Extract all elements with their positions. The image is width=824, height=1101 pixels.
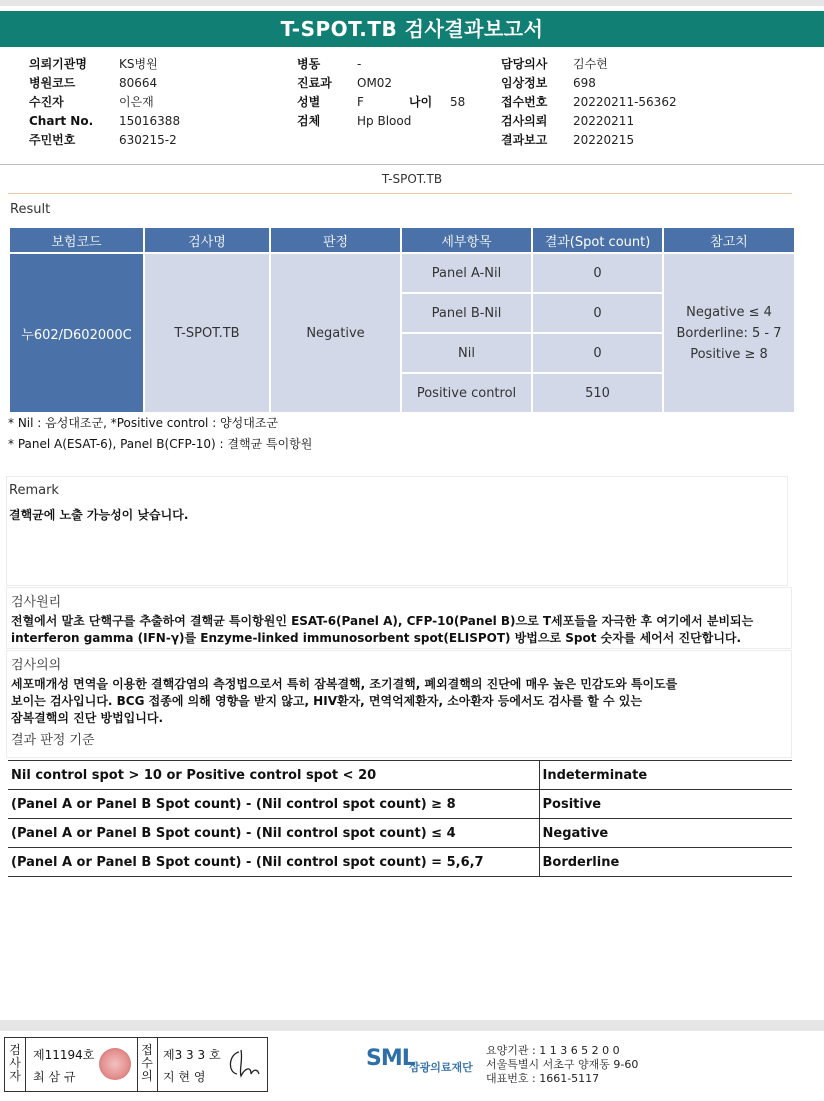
header-reference: 참고치 [664, 228, 794, 252]
top-strip [0, 0, 824, 6]
detail-item: Nil [402, 334, 531, 372]
specimen: Hp Blood [357, 114, 412, 128]
spot-count: 0 [533, 254, 662, 292]
clinical-info: 698 [573, 76, 596, 90]
footer-strip [0, 1020, 824, 1031]
header-detail-item: 세부항목 [402, 228, 531, 252]
criteria-result: Borderline [539, 848, 792, 877]
spot-count: 510 [533, 374, 662, 412]
insurance-code: 누602/D602000C [10, 254, 143, 412]
request-date: 20220211 [573, 114, 635, 128]
detail-item: Panel A-Nil [402, 254, 531, 292]
table-row [8, 761, 792, 790]
organization-name: 삼광의료재단 [409, 1061, 473, 1074]
result-header-row [10, 228, 794, 252]
criteria-label: 결과 판정 기준 [11, 733, 95, 748]
remark-text: 결핵균에 노출 가능성이 낮습니다. [9, 508, 189, 522]
header-divider [0, 164, 824, 165]
criteria-table [8, 760, 792, 877]
institution-name: KS병원 [119, 57, 158, 71]
official-seal-icon [99, 1048, 131, 1080]
test-name: T-SPOT.TB [145, 254, 269, 412]
patient-name: 이은재 [119, 95, 154, 109]
table-row [8, 819, 792, 848]
header-spot-count: 결과(Spot count) [533, 228, 662, 252]
note-panels: * Panel A(ESAT-6), Panel B(CFP-10) : 결핵균 특이항원 [8, 437, 313, 451]
criteria-condition: (Panel A or Panel B Spot count) - (Nil control spot count) = 5,6,7 [8, 848, 539, 877]
spot-count: 0 [533, 334, 662, 372]
chart-no: 15016388 [119, 114, 181, 128]
department: OM02 [357, 76, 393, 90]
remark-box [6, 476, 788, 586]
doctor: 김수현 [573, 57, 608, 71]
significance-label: 검사의의 [11, 658, 62, 673]
criteria-result: Negative [539, 819, 792, 848]
principle-text: 전혈에서 말초 단핵구를 추출하여 결핵균 특이항원인 ESAT-6(Panel A), CFP-10(Panel B)으로 T세포들을 자극한 후 여기에서 분비되는 interferon gamma (IFN-γ)를 Enzyme-linked immunosorbent spot(ELISPOT) 방법으로 Spot 숫자를 세어서 진단합니다. [11, 614, 754, 645]
resident-no: 630215-2 [119, 133, 177, 147]
section-divider [8, 193, 792, 194]
spot-count: 0 [533, 294, 662, 332]
table-row [8, 848, 792, 877]
sml-logo: SML [366, 1046, 415, 1071]
info-col-3: 담당의사 김수현 임상정보 698 접수번호 20220211-56362 검사의뢰 20220211 결과보고 20220215 [501, 55, 677, 150]
approver-no: 제3 3 3 호 [163, 1048, 221, 1062]
organization-address: 요양기관 : 1 1 3 6 5 2 0 0 서울특별시 서초구 양재동 9-60 대표번호 : 1661-5117 [486, 1044, 639, 1085]
stamp-divider [157, 1038, 158, 1091]
note-controls: * Nil : 음성대조군, *Positive control : 양성대조군 [8, 416, 279, 430]
significance-text: 세포매개성 면역을 이용한 결핵감염의 측정법으로서 특히 잠복결핵, 조기결핵, 폐외결핵의 진단에 매우 높은 민감도와 특이도를 보이는 검사입니다. BCG 접종에 의해 영향을 받지 않고, HIV환자, 면역억제환자, 소아환자 등에서도 검사를 할 수 있는 잠복결핵의 진단 방법입니다. [11, 677, 678, 725]
detail-item: Panel B-Nil [402, 294, 531, 332]
header-judgement: 판정 [271, 228, 400, 252]
approver-name: 지 현 영 [163, 1070, 206, 1084]
section-title: T-SPOT.TB [381, 172, 443, 186]
age: 58 [450, 95, 466, 109]
header-test-name: 검사명 [145, 228, 269, 252]
reference-range: Negative ≤ 4 Borderline: 5 - 7 Positive ≥ 8 [664, 254, 794, 412]
hospital-code: 80664 [119, 76, 158, 90]
examiner-label: 검사자 [9, 1043, 21, 1083]
signature-box [4, 1037, 268, 1092]
sex: F [357, 95, 364, 109]
examiner-name: 최 삼 규 [33, 1070, 76, 1084]
info-col-2: 병동 - 진료과 OM02 성별 F 나이 58 검체 Hp Blood [297, 55, 465, 131]
result-table [8, 226, 796, 414]
table-row [8, 790, 792, 819]
info-col-1: 의뢰기관명 KS병원 병원코드 80664 수진자 이은재 Chart No. 15016388 주민번호 630215-2 [29, 55, 180, 150]
report-title: T-SPOT.TB 검사결과보고서 [0, 11, 824, 47]
criteria-condition: (Panel A or Panel B Spot count) - (Nil control spot count) ≤ 4 [8, 819, 539, 848]
table-row [10, 254, 794, 292]
criteria-condition: Nil control spot > 10 or Positive control spot < 20 [8, 761, 539, 790]
examiner-no: 제11194호 [33, 1048, 95, 1062]
stamp-divider [25, 1038, 26, 1091]
stamp-divider [137, 1038, 138, 1091]
receipt-no: 20220211-56362 [573, 95, 677, 109]
approver-label: 접수의 [141, 1043, 153, 1083]
ward: - [357, 57, 362, 71]
criteria-result: Positive [539, 790, 792, 819]
remark-label: Remark [9, 483, 59, 498]
principle-label: 검사원리 [11, 595, 62, 610]
detail-item: Positive control [402, 374, 531, 412]
criteria-result: Indeterminate [539, 761, 792, 790]
signature-icon [223, 1044, 267, 1084]
criteria-condition: (Panel A or Panel B Spot count) - (Nil control spot count) ≥ 8 [8, 790, 539, 819]
judgement: Negative [271, 254, 400, 412]
report-date: 20220215 [573, 133, 635, 147]
header-insurance-code: 보험코드 [10, 228, 143, 252]
result-label: Result [10, 202, 51, 217]
